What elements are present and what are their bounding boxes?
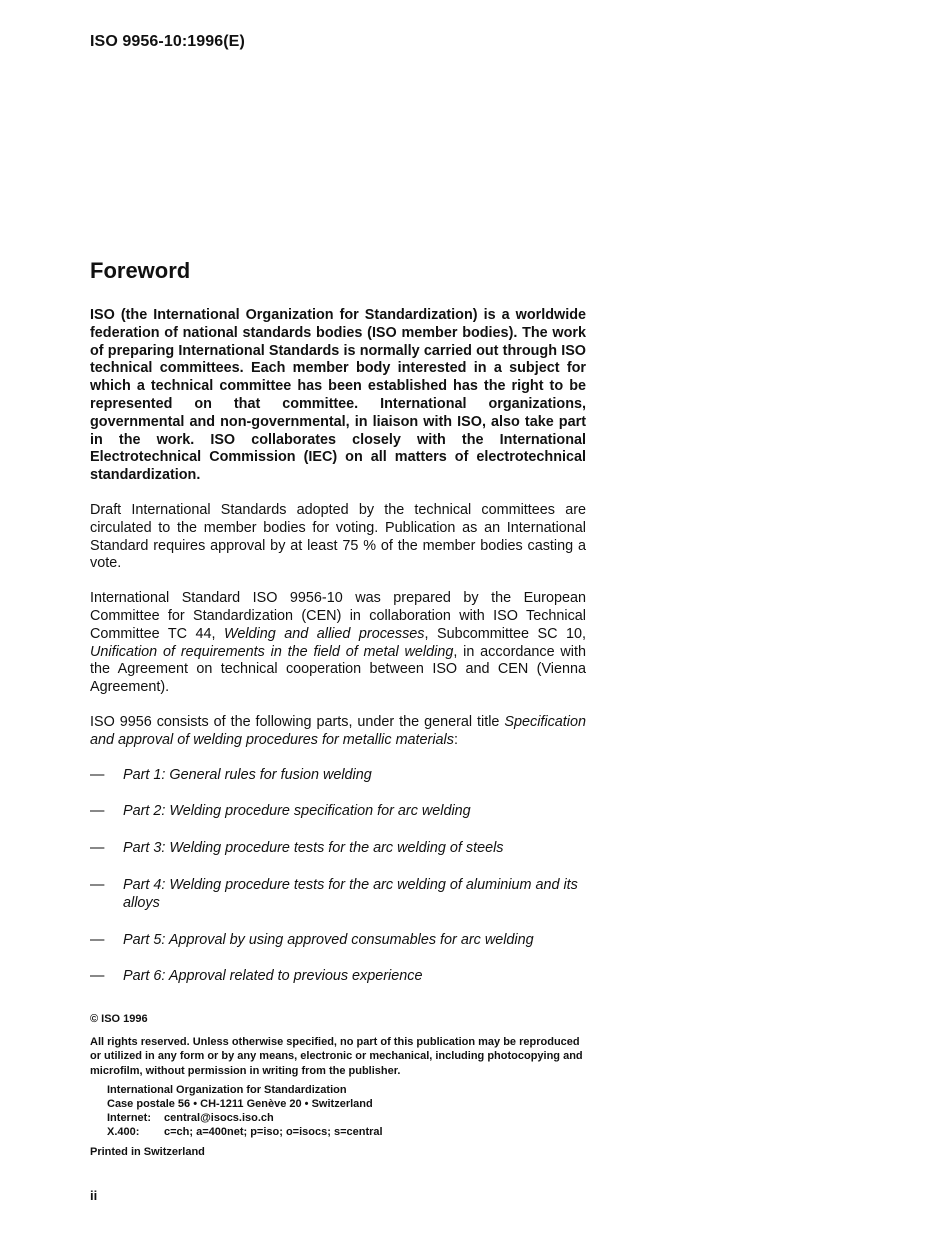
x400-value: c=ch; a=400net; p=iso; o=isocs; s=central [164,1126,383,1139]
p4-text-a: ISO 9956 consists of the following parts, under the general title [90,713,505,730]
internet-label: Internet: [107,1112,151,1125]
paragraph-about-iso: ISO (the International Organization for Standardization) is a worldwide federation of national standards bodies (ISO member bodies). The work of preparing International Standards is normally carried out through ISO technical committees. Each member body interested in a subject for which a technical committee has been established has the right to be represented on that committee. International organizations, governmental and non-governmental, in liaison with ISO, also take part in the work. ISO collaborates closely with the International Electrotechnical Commission (IEC) on all matters of electrotechnical standardization. [90,307,586,484]
p3-text-c: , Subcommittee SC 10, [424,625,586,642]
dash-marker: — [90,766,105,783]
p4-text-c: : [453,731,458,748]
x400-label: X.400: [107,1126,140,1139]
part-title: Part 1: General rules for fusion welding [123,766,372,783]
paragraph-preparation [90,590,586,697]
part-title: Part 3: Welding procedure tests for the arc welding of steels [123,840,504,857]
x400-line [107,1125,590,1139]
internet-value: central@isocs.iso.ch [164,1112,274,1125]
rights-notice: All rights reserved. Unless otherwise specified, no part of this publication may be reproduced or utilized in any form or by any means, electronic or mechanical, including photocopying and microfilm, without permission in writing from the publisher. [90,1036,583,1077]
dash-marker: — [90,876,105,893]
dash-marker: — [90,840,105,857]
committee-title: Welding and allied processes [224,625,425,642]
page-number: ii [90,1188,98,1203]
part-title: Part 2: Welding procedure specification for arc welding [123,803,471,820]
page-title: Foreword [90,258,191,283]
postal-address: Case postale 56 • CH-1211 Genève 20 • Switzerland [107,1098,373,1111]
foreword-body [90,307,586,1005]
dash-marker: — [90,968,105,985]
part-title: Part 6: Approval related to previous experience [123,968,423,985]
list-item [90,968,586,986]
paragraph-draft-standards: Draft International Standards adopted by the technical committees are circulated to the member bodies for voting. Publication as an International Standard requires approval by at least 75 % of the member bodies casting a vote. [90,501,586,572]
printed-in: Printed in Switzerland [90,1145,205,1158]
p3-text-a: International Standard ISO 9956-10 was prepared by the European Committee for Standardization (CEN) in collaboration with ISO Technical Committee TC 44, [90,590,586,642]
paragraph-parts-intro [90,714,586,750]
dash-marker: — [90,803,105,820]
publisher-address [90,1083,590,1140]
list-item [90,803,586,821]
copyright-block [90,1012,590,1159]
list-item [90,767,586,785]
copyright-line: © ISO 1996 [90,1013,148,1025]
parts-list [90,767,586,987]
internet-line [107,1111,590,1125]
list-item [90,932,586,950]
p3-text-e: , in accordance with the Agreement on technical cooperation between ISO and CEN (Vienna Agreement). [90,643,586,696]
dash-marker: — [90,931,105,948]
list-item [90,877,586,913]
part-title: Part 4: Welding procedure tests for the arc welding of aluminium and its alloys [123,876,578,911]
general-title: Specification and approval of welding procedures for metallic materials [90,713,586,748]
org-name: International Organization for Standardization [107,1083,347,1096]
list-item [90,840,586,858]
part-title: Part 5: Approval by using approved consumables for arc welding [123,931,534,948]
subcommittee-title: Unification of requirements in the field of metal welding [90,643,454,660]
document-id: ISO 9956-10:1996(E) [90,33,245,50]
